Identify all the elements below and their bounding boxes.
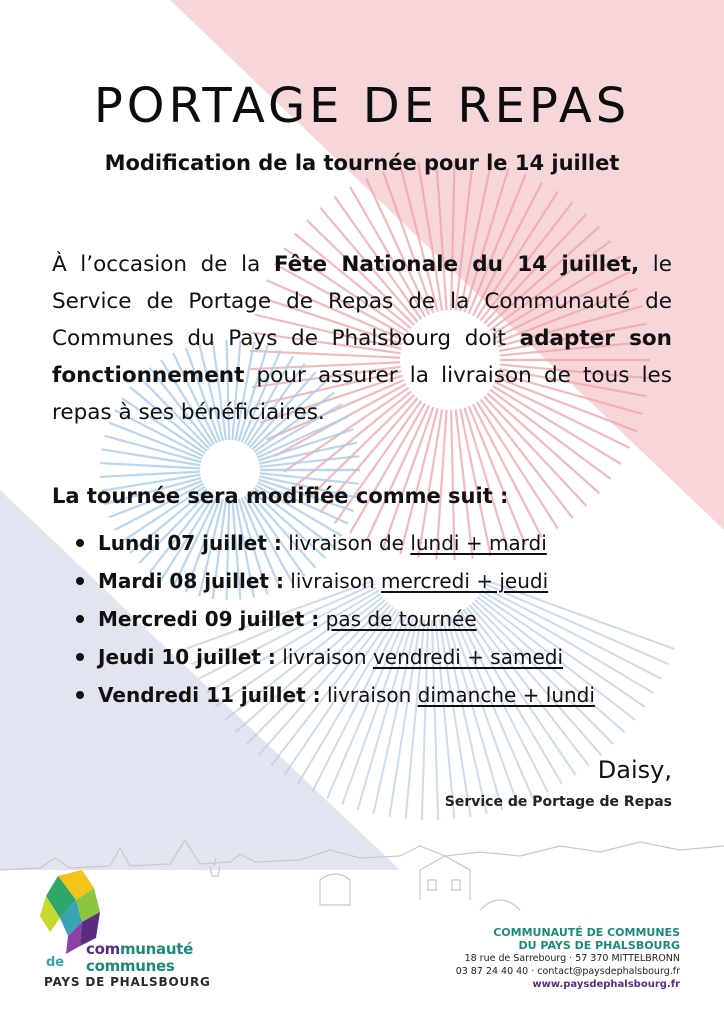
- schedule-day: Jeudi 10 juillet :: [98, 645, 276, 669]
- contact-website-link[interactable]: www.paysdephalsbourg.fr: [532, 979, 680, 990]
- schedule-action: livraison: [282, 645, 367, 669]
- schedule-detail: pas de tournée: [325, 607, 477, 631]
- schedule-item: [74, 527, 595, 565]
- schedule-detail: lundi + mardi: [410, 531, 547, 555]
- intro-text-3: pour assurer la livraison de tous les repas à ses bénéficiaires.: [52, 363, 672, 425]
- signature-role: Service de Portage de Repas: [444, 794, 672, 810]
- schedule-day: Mardi 08 juillet :: [98, 569, 284, 593]
- schedule-title: La tournée sera modifiée comme suit :: [52, 484, 509, 508]
- bullet-icon: [76, 577, 84, 585]
- intro-text-1: À l’occasion de la: [52, 252, 274, 277]
- schedule-action: livraison: [326, 683, 412, 707]
- page-subtitle: Modification de la tournée pour le 14 juillet: [104, 151, 620, 175]
- schedule-list: [74, 527, 595, 717]
- bullet-icon: [76, 539, 84, 547]
- schedule-day: Mercredi 09 juillet :: [98, 607, 320, 631]
- bullet-icon: [76, 653, 84, 661]
- contact-block: [456, 926, 680, 992]
- bullet-icon: [76, 691, 84, 699]
- schedule-detail: mercredi + jeudi: [380, 569, 549, 593]
- logo-word-de: de: [46, 955, 65, 970]
- schedule-detail: dimanche + lundi: [417, 683, 595, 707]
- signature-name: Daisy,: [597, 756, 672, 784]
- page-title: PORTAGE DE REPAS: [93, 78, 631, 134]
- schedule-action: livraison de: [288, 531, 404, 555]
- intro-paragraph: [52, 246, 672, 431]
- logo-word-munaute: munauté: [119, 940, 193, 958]
- contact-org-line-2: DU PAYS DE PHALSBOURG: [518, 939, 680, 952]
- contact-org-line-1: COMMUNAUTÉ DE COMMUNES: [493, 926, 680, 939]
- contact-phone-email[interactable]: 03 87 24 40 40 · contact@paysdephalsbourg.fr: [455, 966, 680, 977]
- logo-word-com: com: [86, 940, 120, 958]
- schedule-item: [74, 603, 595, 641]
- contact-address: 18 rue de Sarrebourg · 57 370 MITTELBRONN: [464, 953, 680, 964]
- schedule-item: [74, 565, 595, 603]
- schedule-action: livraison: [290, 569, 375, 593]
- bullet-icon: [76, 615, 84, 623]
- schedule-item: [74, 679, 595, 717]
- logo-pays: PAYS DE PHALSBOURG: [44, 975, 211, 989]
- schedule-detail: vendredi + samedi: [372, 645, 564, 669]
- intro-bold-1: Fête Nationale du 14 juillet,: [273, 252, 640, 277]
- logo-word-communes: communes: [86, 957, 175, 975]
- intro-text-2: le Service de Portage de Repas de la Communauté de Communes du Pays de Phalsbourg doit: [52, 252, 672, 351]
- schedule-day: Lundi 07 juillet :: [98, 531, 282, 555]
- schedule-day: Vendredi 11 juillet :: [98, 683, 321, 707]
- intro-bold-2: adapter son fonctionnement: [52, 326, 672, 388]
- logo-line-1: [86, 940, 193, 958]
- schedule-item: [74, 641, 595, 679]
